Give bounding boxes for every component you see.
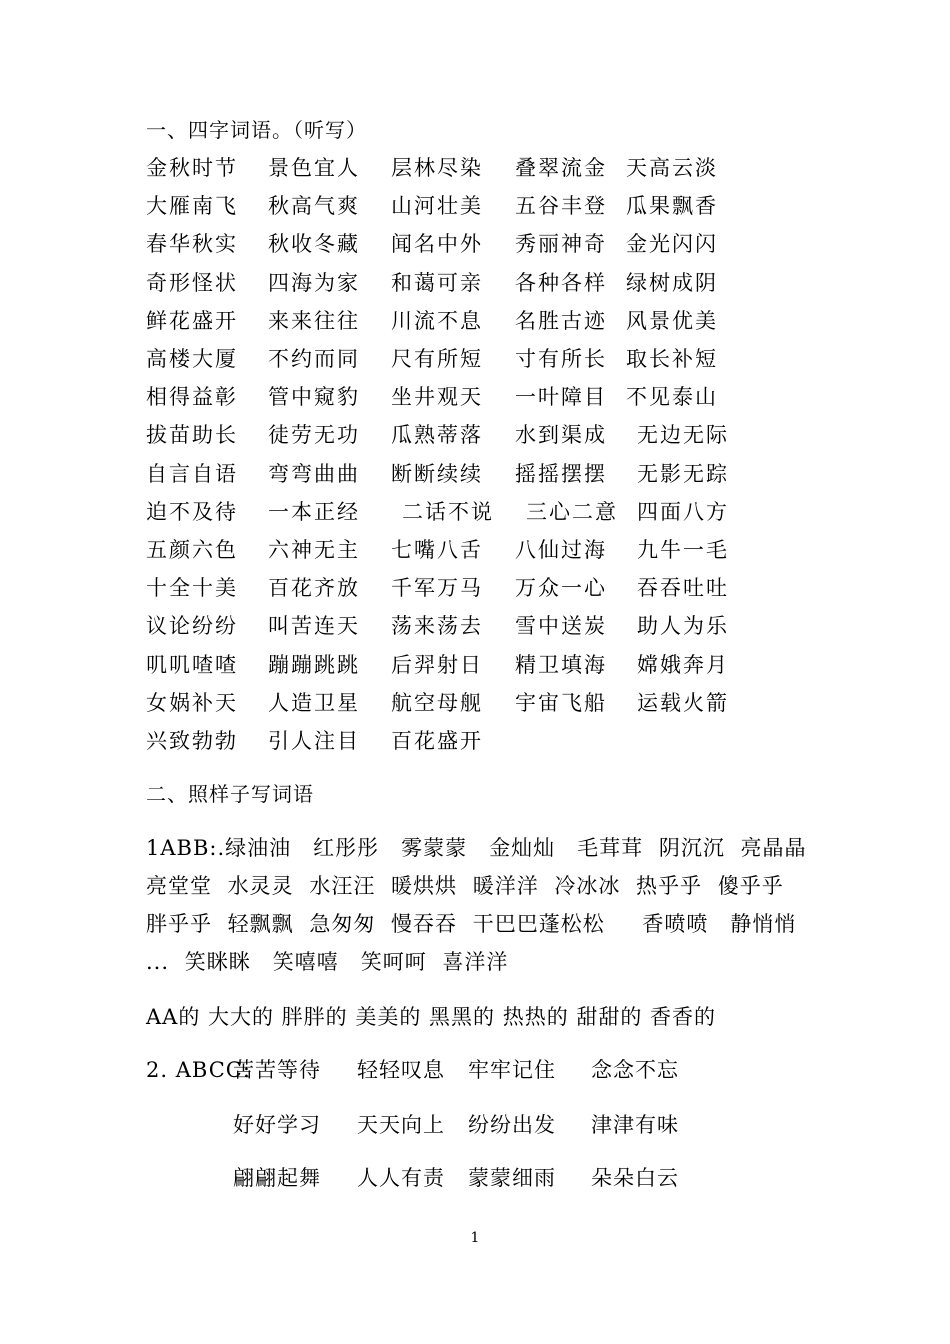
word-cell: 秋高气爽 bbox=[268, 194, 360, 218]
word-cell: 秋收冬藏 bbox=[268, 232, 360, 256]
abcc-word: 牢牢记住 bbox=[468, 1058, 556, 1082]
abcc-word: 念念不忘 bbox=[591, 1058, 679, 1082]
abb-paragraph: 1ABB:.绿油油 红彤彤 雾蒙蒙 金灿灿 毛茸茸 阴沉沉 亮晶晶 亮堂堂 水灵灵 水汪汪 暖烘烘 暖洋洋 冷冰冰 热乎乎 傻乎乎 胖乎乎 轻飘飘 急匆匆 慢吞吞 干巴巴蓬松松 香喷喷 静悄悄 ... 笑眯眯 笑嘻嘻 笑呵呵 喜洋洋 bbox=[146, 836, 807, 974]
word-cell: 川流不息 bbox=[391, 309, 483, 333]
abcc-word: 纷纷出发 bbox=[468, 1113, 556, 1137]
word-cell: 瓜果飘香 bbox=[626, 194, 718, 218]
word-cell: 嫦娥奔月 bbox=[637, 653, 729, 677]
word-cell: 高楼大厦 bbox=[146, 347, 238, 371]
word-cell: 议论纷纷 bbox=[146, 614, 238, 638]
word-cell: 相得益彰 bbox=[146, 385, 238, 409]
word-cell: 无影无踪 bbox=[637, 462, 729, 486]
word-cell: 人造卫星 bbox=[268, 691, 360, 715]
abcc-word: 津津有味 bbox=[591, 1113, 679, 1137]
word-cell: 山河壮美 bbox=[391, 194, 483, 218]
word-cell: 雪中送炭 bbox=[515, 614, 607, 638]
word-cell: 精卫填海 bbox=[515, 653, 607, 677]
word-cell: 摇摇摆摆 bbox=[515, 462, 607, 486]
word-cell: 闻名中外 bbox=[391, 232, 483, 256]
word-cell: 不见泰山 bbox=[626, 385, 718, 409]
word-cell: 千军万马 bbox=[391, 576, 483, 600]
word-cell: 天高云淡 bbox=[626, 156, 718, 180]
word-cell: 三心二意 bbox=[526, 500, 618, 524]
abcc-word: 轻轻叹息 bbox=[357, 1058, 445, 1082]
word-cell: 叫苦连天 bbox=[268, 614, 360, 638]
word-cell: 断断续续 bbox=[391, 462, 483, 486]
word-cell: 无边无际 bbox=[637, 423, 729, 447]
word-cell: 八仙过海 bbox=[515, 538, 607, 562]
page-number: 1 bbox=[470, 1230, 480, 1246]
word-cell: 女娲补天 bbox=[146, 691, 238, 715]
word-cell: 各种各样 bbox=[515, 271, 607, 295]
word-cell: 后羿射日 bbox=[391, 653, 483, 677]
word-cell: 叽叽喳喳 bbox=[146, 653, 238, 677]
word-cell: 四海为家 bbox=[268, 271, 360, 295]
abcc-word: 苦苦等待 bbox=[233, 1058, 321, 1082]
word-cell: 蹦蹦跳跳 bbox=[268, 653, 360, 677]
word-cell: 迫不及待 bbox=[146, 500, 238, 524]
word-cell: 助人为乐 bbox=[637, 614, 729, 638]
section2-heading: 二、照样子写词语 bbox=[146, 782, 314, 806]
word-cell: 名胜古迹 bbox=[515, 309, 607, 333]
word-cell: 拔苗助长 bbox=[146, 423, 238, 447]
word-cell: 九牛一毛 bbox=[637, 538, 729, 562]
word-cell: 大雁南飞 bbox=[146, 194, 238, 218]
word-cell: 十全十美 bbox=[146, 576, 238, 600]
word-cell: 五颜六色 bbox=[146, 538, 238, 562]
aa-de-line: AA的 大大的 胖胖的 美美的 黑黑的 热热的 甜甜的 香香的 bbox=[146, 1005, 717, 1029]
word-cell: 弯弯曲曲 bbox=[268, 462, 360, 486]
word-cell: 秀丽神奇 bbox=[515, 232, 607, 256]
word-cell: 一本正经 bbox=[268, 500, 360, 524]
word-cell: 二话不说 bbox=[402, 500, 494, 524]
word-cell: 层林尽染 bbox=[391, 156, 483, 180]
word-cell: 来来往往 bbox=[268, 309, 360, 333]
abcc-label: 2. ABCC: bbox=[146, 1058, 251, 1082]
abcc-word: 蒙蒙细雨 bbox=[468, 1166, 556, 1190]
word-cell: 春华秋实 bbox=[146, 232, 238, 256]
word-cell: 绿树成阴 bbox=[626, 271, 718, 295]
word-cell: 引人注目 bbox=[268, 729, 360, 753]
word-cell: 瓜熟蒂落 bbox=[391, 423, 483, 447]
abcc-word: 朵朵白云 bbox=[591, 1166, 679, 1190]
word-cell: 自言自语 bbox=[146, 462, 238, 486]
word-cell: 吞吞吐吐 bbox=[637, 576, 729, 600]
word-cell: 寸有所长 bbox=[515, 347, 607, 371]
word-cell: 叠翠流金 bbox=[515, 156, 607, 180]
word-cell: 兴致勃勃 bbox=[146, 729, 238, 753]
word-cell: 景色宜人 bbox=[268, 156, 360, 180]
abcc-word: 好好学习 bbox=[233, 1113, 321, 1137]
word-cell: 和蔼可亲 bbox=[391, 271, 483, 295]
word-cell: 四面八方 bbox=[637, 500, 729, 524]
abcc-word: 翩翩起舞 bbox=[233, 1166, 321, 1190]
word-cell: 鲜花盛开 bbox=[146, 309, 238, 333]
abcc-word: 人人有责 bbox=[357, 1166, 445, 1190]
word-cell: 尺有所短 bbox=[391, 347, 483, 371]
word-cell: 航空母舰 bbox=[391, 691, 483, 715]
word-cell: 六神无主 bbox=[268, 538, 360, 562]
word-cell: 万众一心 bbox=[515, 576, 607, 600]
word-cell: 不约而同 bbox=[268, 347, 360, 371]
word-cell: 风景优美 bbox=[626, 309, 718, 333]
word-cell: 荡来荡去 bbox=[391, 614, 483, 638]
word-cell: 坐井观天 bbox=[391, 385, 483, 409]
word-cell: 徒劳无功 bbox=[268, 423, 360, 447]
word-cell: 金光闪闪 bbox=[626, 232, 718, 256]
word-cell: 七嘴八舌 bbox=[391, 538, 483, 562]
word-cell: 取长补短 bbox=[626, 347, 718, 371]
word-cell: 宇宙飞船 bbox=[515, 691, 607, 715]
word-cell: 金秋时节 bbox=[146, 156, 238, 180]
word-cell: 百花齐放 bbox=[268, 576, 360, 600]
word-cell: 百花盛开 bbox=[391, 729, 483, 753]
abcc-word: 天天向上 bbox=[357, 1113, 445, 1137]
word-cell: 水到渠成 bbox=[515, 423, 607, 447]
word-cell: 管中窥豹 bbox=[268, 385, 360, 409]
section1-heading: 一、四字词语。（听写） bbox=[146, 118, 367, 142]
word-cell: 五谷丰登 bbox=[515, 194, 607, 218]
word-cell: 运载火箭 bbox=[637, 691, 729, 715]
word-cell: 一叶障目 bbox=[515, 385, 607, 409]
word-cell: 奇形怪状 bbox=[146, 271, 238, 295]
